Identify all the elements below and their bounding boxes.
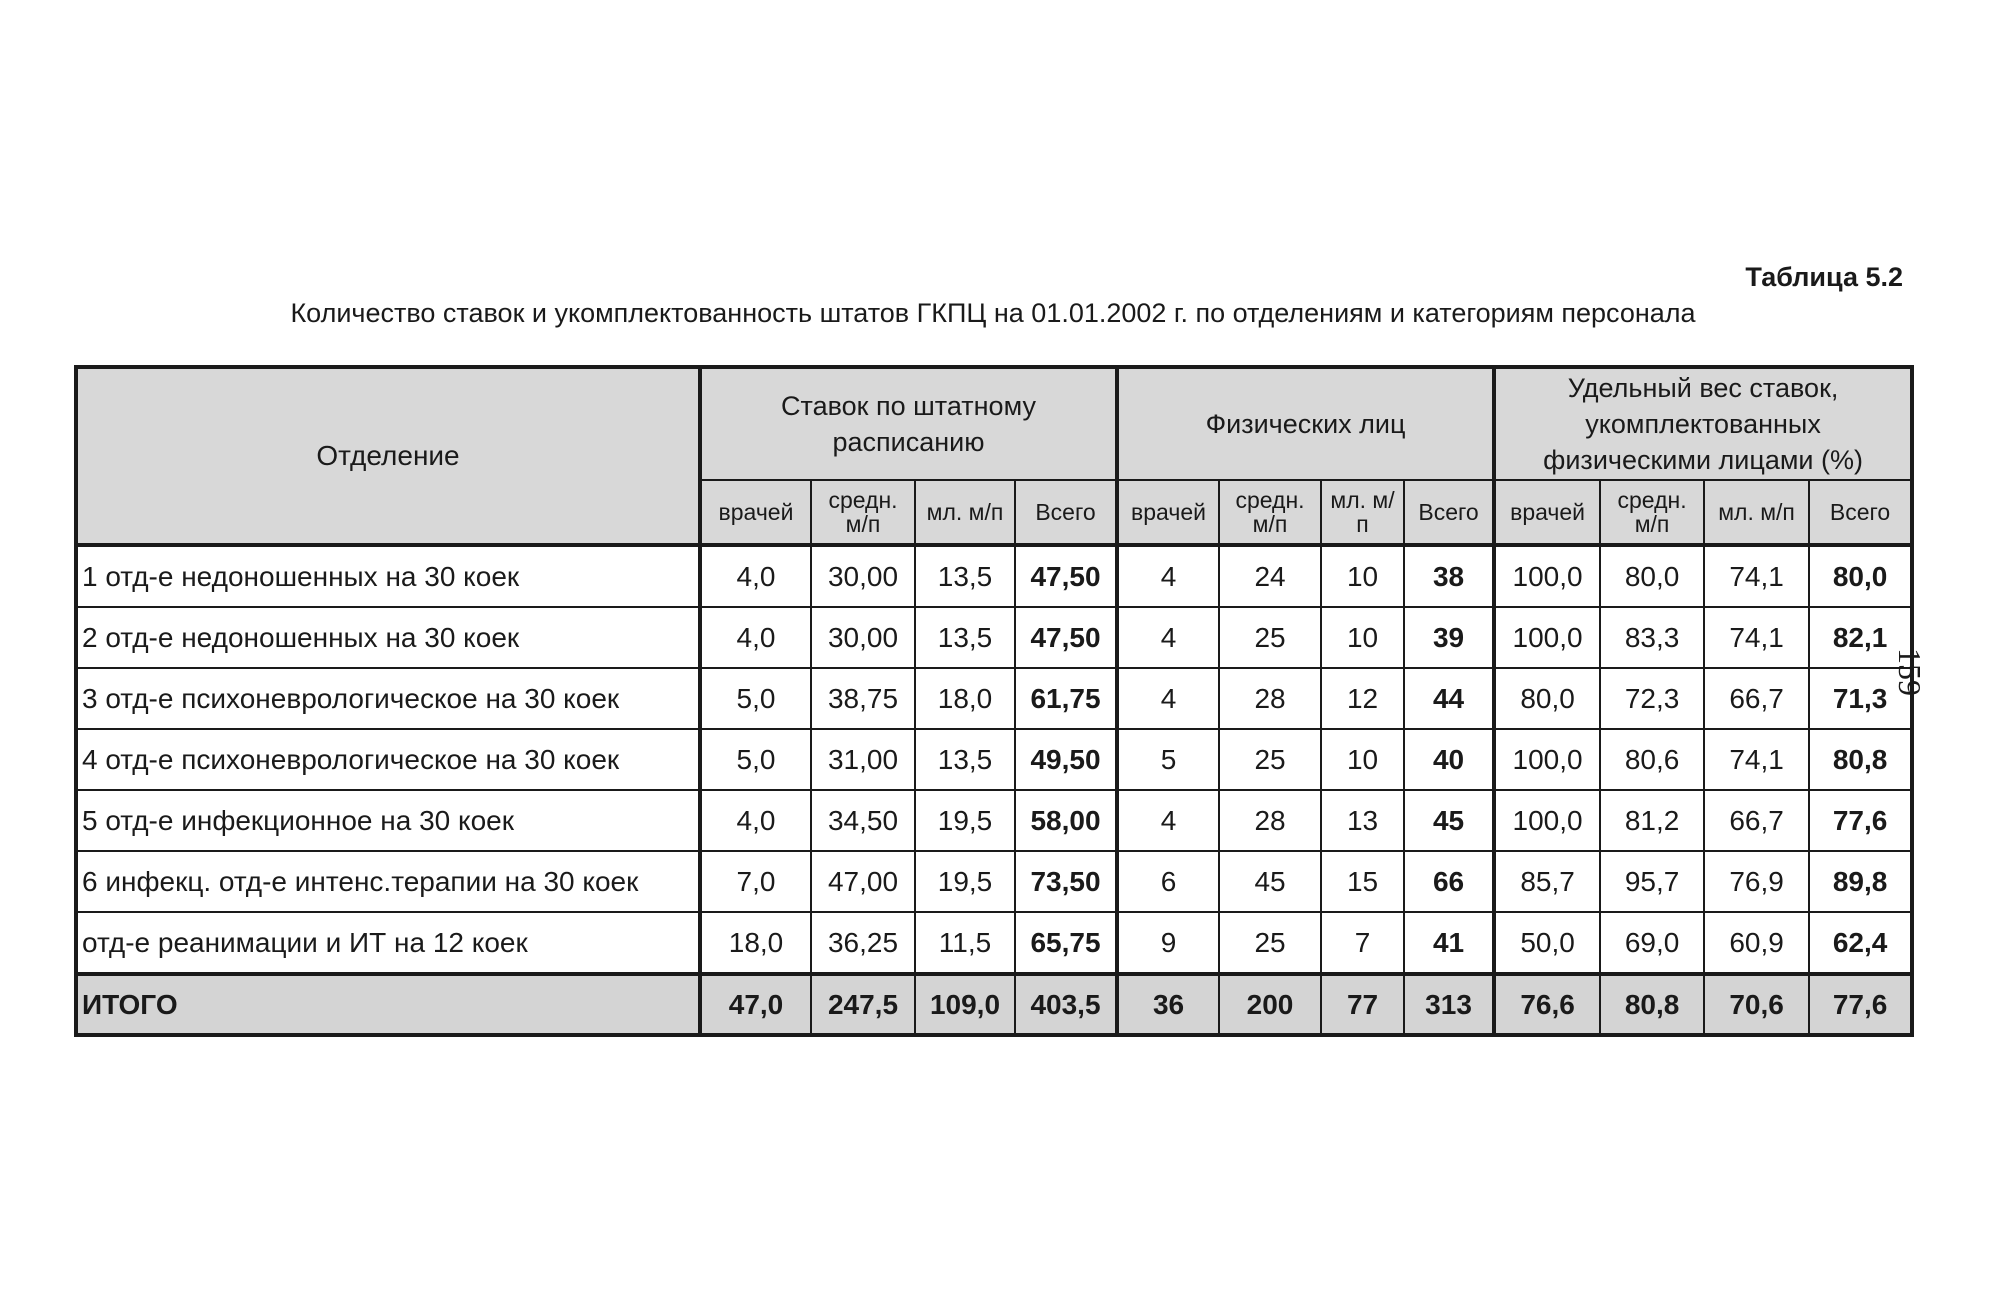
value-cell: 403,5 (1015, 974, 1117, 1035)
value-cell: 9 (1117, 912, 1219, 974)
subheader-cell: врачей (1117, 480, 1219, 545)
value-cell: 66,7 (1704, 790, 1809, 851)
value-cell: 25 (1219, 912, 1321, 974)
value-cell: 100,0 (1494, 607, 1600, 668)
value-cell: 24 (1219, 545, 1321, 607)
header-group-individuals: Физических лиц (1117, 367, 1494, 480)
table-row (76, 790, 1912, 851)
value-cell: 80,8 (1809, 729, 1912, 790)
subheader-cell: врачей (1494, 480, 1600, 545)
value-cell: 38,75 (811, 668, 915, 729)
value-cell: 4 (1117, 607, 1219, 668)
value-cell: 80,8 (1600, 974, 1704, 1035)
value-cell: 4 (1117, 668, 1219, 729)
value-cell: 10 (1321, 607, 1404, 668)
value-cell: 25 (1219, 607, 1321, 668)
value-cell: 247,5 (811, 974, 915, 1035)
value-cell: 13 (1321, 790, 1404, 851)
value-cell: 77 (1321, 974, 1404, 1035)
value-cell: 19,5 (915, 790, 1015, 851)
value-cell: 4 (1117, 790, 1219, 851)
value-cell: 83,3 (1600, 607, 1704, 668)
department-cell: 1 отд-е недоношенных на 30 коек (76, 545, 700, 607)
value-cell: 4 (1117, 545, 1219, 607)
value-cell: 66,7 (1704, 668, 1809, 729)
value-cell: 5,0 (700, 729, 811, 790)
value-cell: 36,25 (811, 912, 915, 974)
value-cell: 69,0 (1600, 912, 1704, 974)
value-cell: 77,6 (1809, 790, 1912, 851)
value-cell: 18,0 (700, 912, 811, 974)
total-label: ИТОГО (76, 974, 700, 1035)
subheader-cell: Всего (1809, 480, 1912, 545)
department-cell: 6 инфекц. отд-е интенс.терапии на 30 коек (76, 851, 700, 912)
subheader-cell: средн. м/п (811, 480, 915, 545)
header-group-staffing-share: Удельный вес ставок, укомплектованных физическими лицами (%) (1494, 367, 1912, 480)
value-cell: 11,5 (915, 912, 1015, 974)
value-cell: 74,1 (1704, 729, 1809, 790)
value-cell: 200 (1219, 974, 1321, 1035)
table-caption: Количество ставок и укомплектованность штатов ГКПЦ на 01.01.2002 г. по отделениям и категориям персонала (290, 298, 1696, 328)
table-row (76, 912, 1912, 974)
subheader-cell: Всего (1015, 480, 1117, 545)
value-cell: 95,7 (1600, 851, 1704, 912)
value-cell: 65,75 (1015, 912, 1117, 974)
value-cell: 4,0 (700, 790, 811, 851)
value-cell: 47,0 (700, 974, 811, 1035)
value-cell: 100,0 (1494, 545, 1600, 607)
table-row (76, 607, 1912, 668)
value-cell: 19,5 (915, 851, 1015, 912)
value-cell: 80,0 (1809, 545, 1912, 607)
table-row (76, 729, 1912, 790)
value-cell: 28 (1219, 790, 1321, 851)
value-cell: 49,50 (1015, 729, 1117, 790)
value-cell: 74,1 (1704, 607, 1809, 668)
value-cell: 50,0 (1494, 912, 1600, 974)
value-cell: 60,9 (1704, 912, 1809, 974)
value-cell: 7 (1321, 912, 1404, 974)
subheader-cell: средн. м/п (1219, 480, 1321, 545)
value-cell: 100,0 (1494, 729, 1600, 790)
value-cell: 10 (1321, 545, 1404, 607)
value-cell: 13,5 (915, 607, 1015, 668)
value-cell: 71,3 (1809, 668, 1912, 729)
value-cell: 5 (1117, 729, 1219, 790)
value-cell: 66 (1404, 851, 1494, 912)
department-cell: 5 отд-е инфекционное на 30 коек (76, 790, 700, 851)
value-cell: 81,2 (1600, 790, 1704, 851)
table-row (76, 545, 1912, 607)
subheader-cell: врачей (700, 480, 811, 545)
subheader-cell: мл. м/п (1704, 480, 1809, 545)
value-cell: 38 (1404, 545, 1494, 607)
value-cell: 73,50 (1015, 851, 1117, 912)
subheader-cell: Всего (1404, 480, 1494, 545)
table-row (76, 668, 1912, 729)
department-cell: 3 отд-е психоневрологическое на 30 коек (76, 668, 700, 729)
subheader-cell: средн. м/п (1600, 480, 1704, 545)
value-cell: 74,1 (1704, 545, 1809, 607)
value-cell: 313 (1404, 974, 1494, 1035)
value-cell: 25 (1219, 729, 1321, 790)
value-cell: 77,6 (1809, 974, 1912, 1035)
value-cell: 62,4 (1809, 912, 1912, 974)
value-cell: 47,50 (1015, 607, 1117, 668)
staffing-table (74, 365, 1914, 1037)
value-cell: 40 (1404, 729, 1494, 790)
value-cell: 30,00 (811, 607, 915, 668)
value-cell: 18,0 (915, 668, 1015, 729)
page-number: 159 (1892, 648, 1928, 696)
value-cell: 6 (1117, 851, 1219, 912)
value-cell: 80,0 (1600, 545, 1704, 607)
value-cell: 82,1 (1809, 607, 1912, 668)
value-cell: 70,6 (1704, 974, 1809, 1035)
value-cell: 4,0 (700, 607, 811, 668)
value-cell: 47,50 (1015, 545, 1117, 607)
value-cell: 5,0 (700, 668, 811, 729)
value-cell: 89,8 (1809, 851, 1912, 912)
header-group-staff-positions: Ставок по штатному расписанию (700, 367, 1117, 480)
subheader-cell: мл. м/п (915, 480, 1015, 545)
value-cell: 85,7 (1494, 851, 1600, 912)
value-cell: 109,0 (915, 974, 1015, 1035)
value-cell: 34,50 (811, 790, 915, 851)
value-cell: 45 (1404, 790, 1494, 851)
value-cell: 47,00 (811, 851, 915, 912)
value-cell: 4,0 (700, 545, 811, 607)
subheader-cell: мл. м/п (1321, 480, 1404, 545)
value-cell: 15 (1321, 851, 1404, 912)
department-cell: 4 отд-е психоневрологическое на 30 коек (76, 729, 700, 790)
header-department: Отделение (76, 367, 700, 545)
value-cell: 12 (1321, 668, 1404, 729)
department-cell: 2 отд-е недоношенных на 30 коек (76, 607, 700, 668)
table-label: Таблица 5.2 (1745, 262, 1903, 292)
value-cell: 36 (1117, 974, 1219, 1035)
value-cell: 13,5 (915, 545, 1015, 607)
total-row (76, 974, 1912, 1035)
value-cell: 76,6 (1494, 974, 1600, 1035)
value-cell: 80,0 (1494, 668, 1600, 729)
value-cell: 61,75 (1015, 668, 1117, 729)
value-cell: 13,5 (915, 729, 1015, 790)
value-cell: 28 (1219, 668, 1321, 729)
value-cell: 72,3 (1600, 668, 1704, 729)
department-cell: отд-е реанимации и ИТ на 12 коек (76, 912, 700, 974)
value-cell: 30,00 (811, 545, 915, 607)
value-cell: 31,00 (811, 729, 915, 790)
value-cell: 10 (1321, 729, 1404, 790)
value-cell: 7,0 (700, 851, 811, 912)
value-cell: 41 (1404, 912, 1494, 974)
value-cell: 80,6 (1600, 729, 1704, 790)
value-cell: 58,00 (1015, 790, 1117, 851)
value-cell: 76,9 (1704, 851, 1809, 912)
table-row (76, 851, 1912, 912)
value-cell: 45 (1219, 851, 1321, 912)
value-cell: 100,0 (1494, 790, 1600, 851)
value-cell: 44 (1404, 668, 1494, 729)
value-cell: 39 (1404, 607, 1494, 668)
